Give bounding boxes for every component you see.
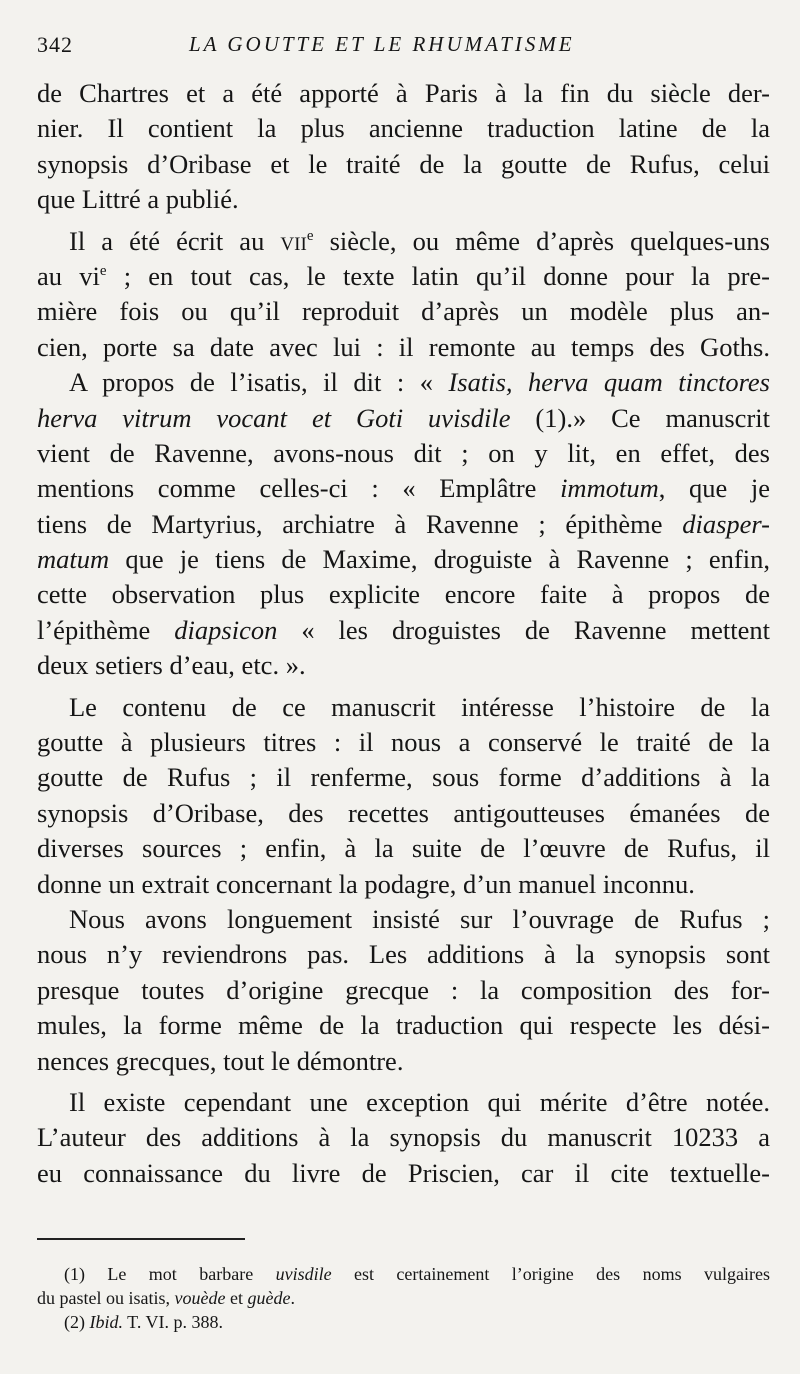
text-line: L’auteur des additions à la synopsis du manuscrit 10233 a xyxy=(37,1122,770,1153)
footnote-rule xyxy=(37,1238,245,1240)
text-line: diverses sources ; enfin, à la suite de l’œuvre de Rufus, il xyxy=(37,833,770,864)
text-line: Il existe cependant une exception qui mérite d’être notée. xyxy=(69,1086,770,1117)
running-title: LA GOUTTE ET LE RHUMATISME xyxy=(189,32,575,56)
text-line: donne un extrait concernant la podagre, d’un manuel inconnu. xyxy=(37,868,695,899)
text-line: presque toutes d’origine grecque : la composition des for- xyxy=(37,974,770,1005)
text-line: deux setiers d’eau, etc. ». xyxy=(37,650,306,681)
text-line: synopsis d’Oribase et le traité de la goutte de Rufus, celui xyxy=(37,148,770,179)
footnote-1: (1) Le mot barbare uvisdile est certainement l’origine des noms vulgaires xyxy=(64,1264,770,1285)
text-line: cette observation plus explicite encore faite à propos de xyxy=(37,579,770,610)
text-line: Il a été écrit au vii$^e$ siècle, ou même d’après quelques-uns xyxy=(69,225,770,256)
main-text xyxy=(37,76,770,1191)
footnote-2: (2) Ibid. T. VI. p. 388. xyxy=(64,1312,224,1333)
text-line: goutte de Rufus ; il renferme, sous forme d’additions à la xyxy=(37,762,770,793)
text-line: l’épithème diapsicon « les droguistes de Ravenne mettent xyxy=(37,614,771,645)
text-line: tiens de Martyrius, archiatre à Ravenne ; épithème diasper- xyxy=(37,508,770,539)
text-line: mules, la forme même de la traduction qui respecte les dési- xyxy=(37,1010,770,1041)
text-line: cien, porte sa date avec lui : il remonte au temps des Goths. xyxy=(37,331,770,362)
text-line: matum que je tiens de Maxime, droguiste à Ravenne ; enfin, xyxy=(37,544,770,575)
text-line: synopsis d’Oribase, des recettes antigoutteuses émanées de xyxy=(37,797,770,828)
text-line: goutte à plusieurs titres : il nous a conservé le traité de la xyxy=(37,727,770,758)
text-line: Le contenu de ce manuscrit intéresse l’histoire de la xyxy=(69,691,770,722)
text-line: nier. Il contient la plus ancienne traduction latine de la xyxy=(37,113,770,144)
text-line: A propos de l’isatis, il dit : « Isatis, herva quam tinctores xyxy=(69,367,770,398)
text-line: mière fois ou qu’il reproduit d’après un modèle plus an- xyxy=(37,296,770,327)
text-line: nous n’y reviendrons pas. Les additions à la synopsis sont xyxy=(37,939,770,970)
text-line: mentions comme celles-ci : « Emplâtre immotum, que je xyxy=(37,473,771,504)
text-line: eu connaissance du livre de Priscien, car il cite textuelle- xyxy=(37,1157,770,1188)
text-line: nences grecques, tout le démontre. xyxy=(37,1045,404,1076)
text-line: Nous avons longuement insisté sur l’ouvrage de Rufus ; xyxy=(69,903,770,934)
page-number: 342 xyxy=(37,32,73,57)
footnotes xyxy=(37,1262,770,1334)
footnote-1-continued: du pastel ou isatis, vouède et guède. xyxy=(37,1288,295,1309)
text-line: de Chartres et a été apporté à Paris à la fin du siècle der- xyxy=(37,78,770,108)
book-page xyxy=(37,30,770,1334)
text-line: herva vitrum vocant et Goti uvisdile (1).» Ce manuscrit xyxy=(37,402,770,433)
page-header xyxy=(37,30,770,66)
text-line: que Littré a publié. xyxy=(37,184,239,215)
text-line: au $vi^e$ ; en tout cas, le texte latin qu’il donne pour la pre- xyxy=(37,260,770,291)
text-line: vient de Ravenne, avons-nous dit ; on y lit, en effet, des xyxy=(37,437,770,468)
